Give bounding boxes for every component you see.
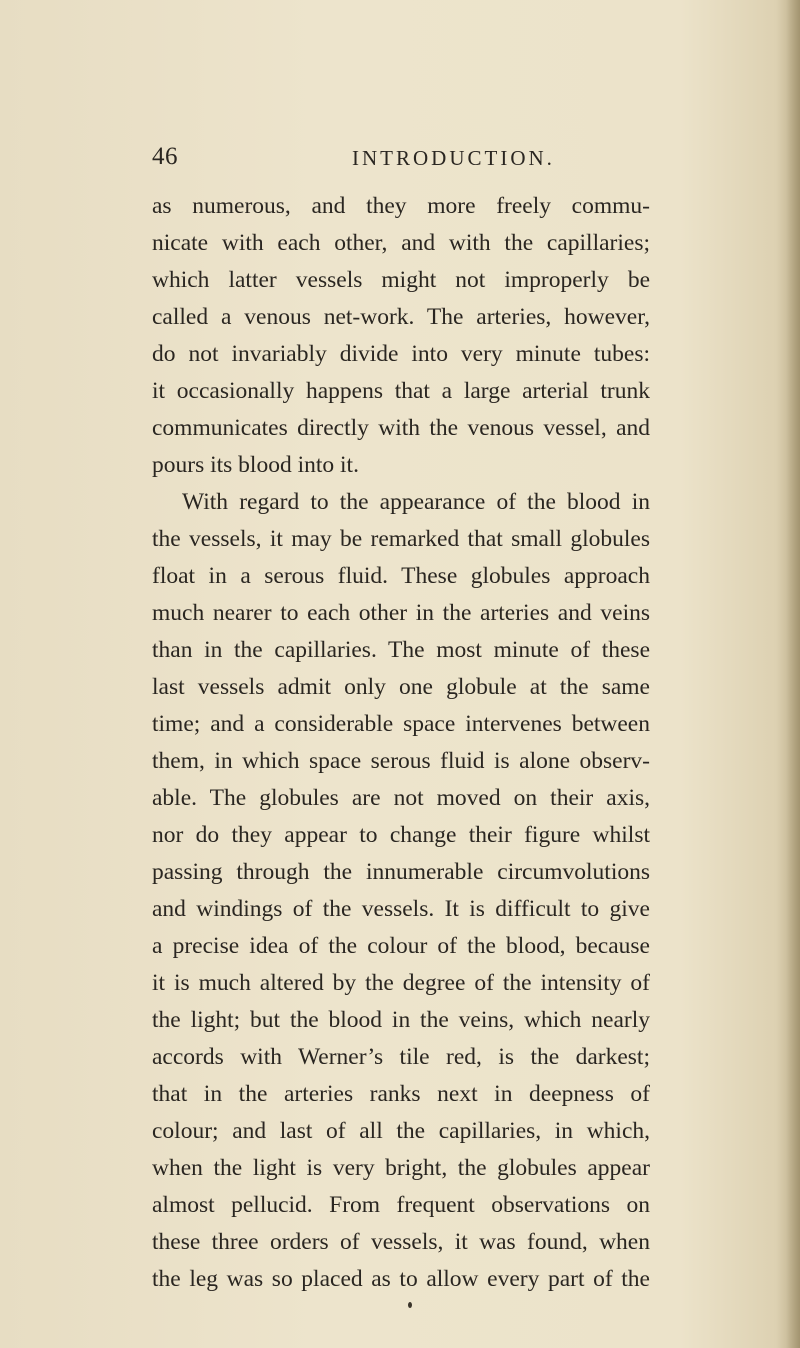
text-line: it occasionally happens that a large arterial trunk — [152, 378, 650, 404]
running-head — [152, 142, 652, 172]
text-line: than in the capillaries. The most minute of these — [152, 637, 650, 663]
text-line: nor do they appear to change their figure whilst — [152, 822, 650, 848]
text-line: the leg was so placed as to allow every part of the — [152, 1266, 650, 1292]
text-line: these three orders of vessels, it was found, when — [152, 1229, 650, 1255]
text-line: called a venous net-work. The arteries, however, — [152, 304, 650, 330]
text-line: the light; but the blood in the veins, which nearly — [152, 1007, 650, 1033]
body-text — [152, 188, 650, 1298]
text-line: do not invariably divide into very minute tubes: — [152, 341, 650, 367]
text-line: With regard to the appearance of the blood in — [182, 489, 650, 515]
text-line: colour; and last of all the capillaries, in which, — [152, 1118, 650, 1144]
text-line: it is much altered by the degree of the intensity of — [152, 970, 650, 996]
text-line: almost pellucid. From frequent observations on — [152, 1192, 650, 1218]
text-line: a precise idea of the colour of the blood, because — [152, 933, 650, 959]
ink-speck — [408, 1302, 412, 1308]
text-line: communicates directly with the venous vessel, and — [152, 415, 650, 441]
text-line: that in the arteries ranks next in deepness of — [152, 1081, 650, 1107]
text-line: passing through the innumerable circumvolutions — [152, 859, 650, 885]
text-line: able. The globules are not moved on their axis, — [152, 785, 650, 811]
page-number: 46 — [152, 143, 178, 170]
text-line: pours its blood into it. — [152, 452, 359, 478]
page-edge-shadow — [786, 0, 800, 1348]
text-line: which latter vessels might not improperly be — [152, 267, 650, 293]
text-line: as numerous, and they more freely commu- — [152, 193, 650, 219]
text-line: accords with Werner’s tile red, is the darkest; — [152, 1044, 650, 1070]
text-line: much nearer to each other in the arteries and veins — [152, 600, 650, 626]
text-line: them, in which space serous fluid is alone observ- — [152, 748, 650, 774]
text-line: when the light is very bright, the globules appear — [152, 1155, 650, 1181]
text-line: last vessels admit only one globule at the same — [152, 674, 650, 700]
text-line: time; and a considerable space intervenes between — [152, 711, 650, 737]
running-title: INTRODUCTION. — [352, 146, 555, 170]
text-line: the vessels, it may be remarked that small globules — [152, 526, 650, 552]
text-line: float in a serous fluid. These globules approach — [152, 563, 650, 589]
text-line: and windings of the vessels. It is difficult to give — [152, 896, 650, 922]
text-line: nicate with each other, and with the capillaries; — [152, 230, 650, 256]
